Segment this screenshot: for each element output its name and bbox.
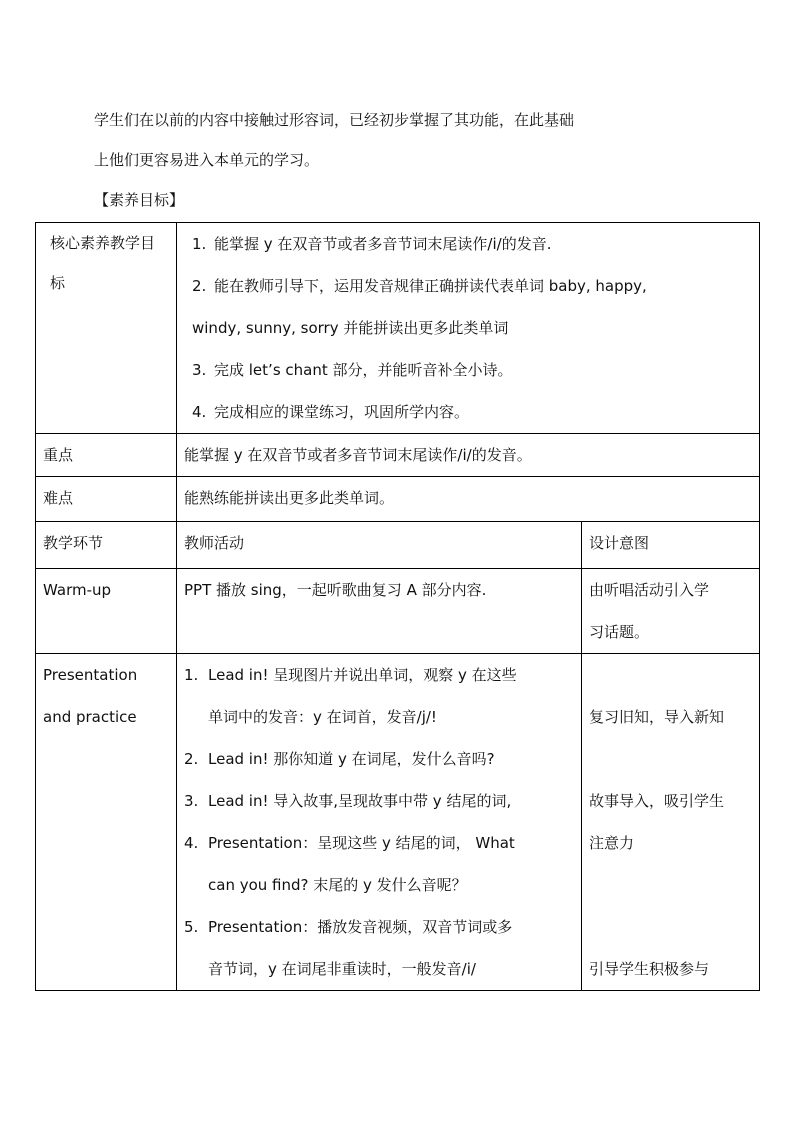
intent-line: 注意力 <box>589 834 635 852</box>
header-stage: 教学环节 <box>36 522 177 569</box>
intent-line: 复习旧知，导入新知 <box>589 708 725 726</box>
header-teacher: 教师活动 <box>177 522 582 569</box>
presentation-stage <box>36 654 177 991</box>
difficulty-label: 难点 <box>36 477 177 522</box>
presentation-steps <box>184 654 581 990</box>
step-item: 5. Presentation：播放发音视频，双音节词或多 音节词，y 在词尾非重读时，一般发音/i/ <box>184 918 513 978</box>
intent-line: 引导学生积极参与 <box>589 960 710 978</box>
presentation-stage-line-2: and practice <box>43 708 137 726</box>
objectives-label <box>36 223 177 434</box>
key-point-label: 重点 <box>36 434 177 477</box>
step-item: 3. Lead in! 导入故事,呈现故事中带 y 结尾的词, <box>184 792 512 810</box>
objectives-row <box>36 223 760 434</box>
warmup-teacher: PPT 播放 sing，一起听歌曲复习 A 部分内容. <box>177 569 582 654</box>
section-title: 【素养目标】 <box>94 191 185 209</box>
presentation-teacher <box>177 654 582 991</box>
presentation-row <box>36 654 760 991</box>
step-item: 1. Lead in! 呈现图片并说出单词，观察 y 在这些 单词中的发音：y 在词首，发音/j/! <box>184 666 517 726</box>
intent-line: 故事导入，吸引学生 <box>589 792 725 810</box>
intro-line-1: 学生们在以前的内容中接触过形容词，已经初步掌握了其功能，在此基础 <box>94 111 575 129</box>
objective-item: 4. 完成相应的课堂练习，巩固所学内容。 <box>192 403 470 421</box>
objectives-label-text: 核心素养教学目标 <box>50 234 156 292</box>
presentation-stage-line-1: Presentation <box>43 666 138 684</box>
table-header-row <box>36 522 760 569</box>
warmup-intent-line-1: 由听唱活动引入学 <box>589 581 710 599</box>
difficulty-text: 能熟练能拼读出更多此类单词。 <box>177 477 760 522</box>
key-point-text: 能掌握 y 在双音节或者多音节词末尾读作/i/的发音。 <box>177 434 760 477</box>
objectives-list <box>184 223 759 433</box>
intro-line-2: 上他们更容易进入本单元的学习。 <box>94 151 320 169</box>
difficulty-row <box>36 477 760 522</box>
presentation-intent <box>582 654 760 991</box>
warmup-intent <box>582 569 760 654</box>
objectives-cell <box>177 223 760 434</box>
warmup-intent-line-2: 习话题。 <box>589 623 650 641</box>
objective-item: 1. 能掌握 y 在双音节或者多音节词末尾读作/i/的发音. <box>192 235 552 253</box>
header-intent: 设计意图 <box>582 522 760 569</box>
intro-paragraph <box>94 100 754 180</box>
objective-item: windy, sunny, sorry 并能拼读出更多此类单词 <box>192 319 509 337</box>
objective-item: 2. 能在教师引导下，运用发音规律正确拼读代表单词 baby, happy, <box>192 277 647 295</box>
key-point-row <box>36 434 760 477</box>
step-item: 2. Lead in! 那你知道 y 在词尾，发什么音吗? <box>184 750 495 768</box>
step-item: 4. Presentation：呈现这些 y 结尾的词， What can you find? 末尾的 y 发什么音呢？ <box>184 834 515 894</box>
warmup-row <box>36 569 760 654</box>
lesson-plan-table <box>35 222 760 991</box>
warmup-stage: Warm-up <box>36 569 177 654</box>
objective-item: 3. 完成 let’s chant 部分，并能听音补全小诗。 <box>192 361 513 379</box>
